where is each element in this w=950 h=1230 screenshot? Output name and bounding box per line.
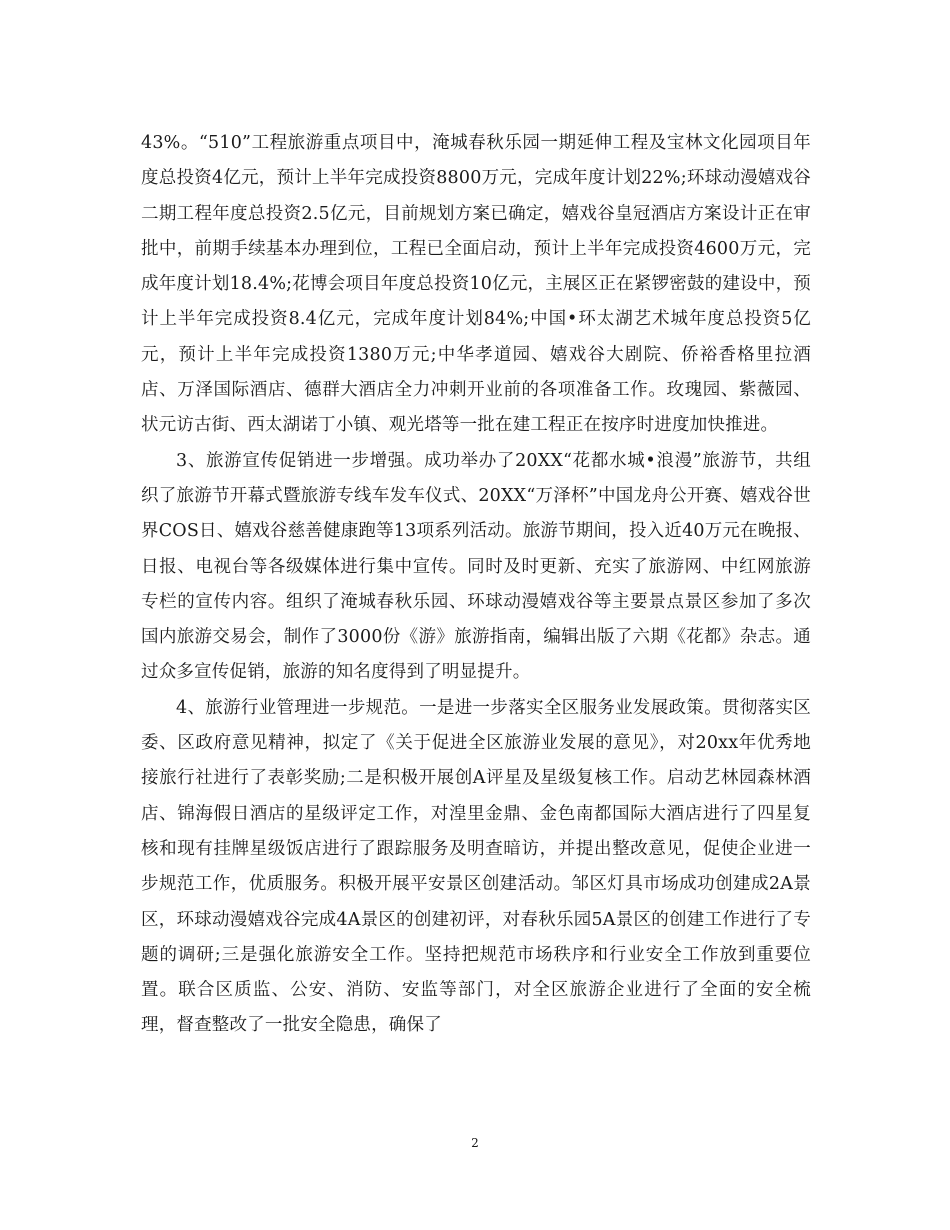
paragraph-industry-management: 4、旅游行业管理进一步规范。一是进一步落实全区服务业发展政策。贯彻落实区委、区政府意见精神，拟定了《关于促进全区旅游业发展的意见》，对20xx年优秀地接旅行社进行了表彰奖励;二是积极开展创A评星及星级复核工作。启动艺林园森林酒店、锦海假日酒店的星级评定工作，对湟里金鼎、金色南都国际大酒店进行了四星复核和现有挂牌星级饭店进行了跟踪服务及明查暗访，并提出整改意见，促使企业进一步规范工作，优质服务。积极开展平安景区创建活动。邹区灯具市场成功创建成2A景区，环球动漫嬉戏谷完成4A景区的创建初评，对春秋乐园5A景区的创建工作进行了专题的调研;三是强化旅游安全工作。坚持把规范市场秩序和行业安全工作放到重要位置。联合区质监、公安、消防、安监等部门，对全区旅游企业进行了全面的安全梳理，督查整改了一批安全隐患，确保了	[141, 697, 811, 1036]
page-number: 2	[471, 1136, 479, 1150]
paragraph-tourism-promotion: 3、旅游宣传促销进一步增强。成功举办了20XX“花都水城•浪漫”旅游节，共组织了旅游节开幕式暨旅游专线车发车仪式、20XX“万泽杯”中国龙舟公开赛、嬉戏谷世界COS日、嬉戏谷慈善健康跑等13项系列活动。旅游节期间，投入近40万元在晚报、日报、电视台等各级媒体进行集中宣传。同时及时更新、充实了旅游网、中红网旅游专栏的宣传内容。组织了淹城春秋乐园、环球动漫嬉戏谷等主要景点景区参加了多次国内旅游交易会，制作了3000份《游》旅游指南，编辑出版了六期《花都》杂志。通过众多宣传促销，旅游的知名度得到了明显提升。	[141, 450, 811, 683]
paragraph-project-investment: 43%。“510”工程旅游重点项目中，淹城春秋乐园一期延伸工程及宝林文化园项目年度总投资4亿元，预计上半年完成投资8800万元，完成年度计划22%;环球动漫嬉戏谷二期工程年度总投资2.5亿元，目前规划方案已确定，嬉戏谷皇冠酒店方案设计正在审批中，前期手续基本办理到位，工程已全面启动，预计上半年完成投资4600万元，完成年度计划18.4%;花博会项目年度总投资10亿元，主展区正在紧锣密鼓的建设中，预计上半年完成投资8.4亿元，完成年度计划84%;中国•环太湖艺术城年度总投资5亿元，预计上半年完成投资1380万元;中华孝道园、嬉戏谷大剧院、侨裕香格里拉酒店、万泽国际酒店、德群大酒店全力冲刺开业前的各项准备工作。玫瑰园、紫薇园、状元访古街、西太湖诺丁小镇、观光塔等一批在建工程正在按序时进度加快推进。	[141, 133, 811, 436]
document-body	[141, 126, 811, 1044]
